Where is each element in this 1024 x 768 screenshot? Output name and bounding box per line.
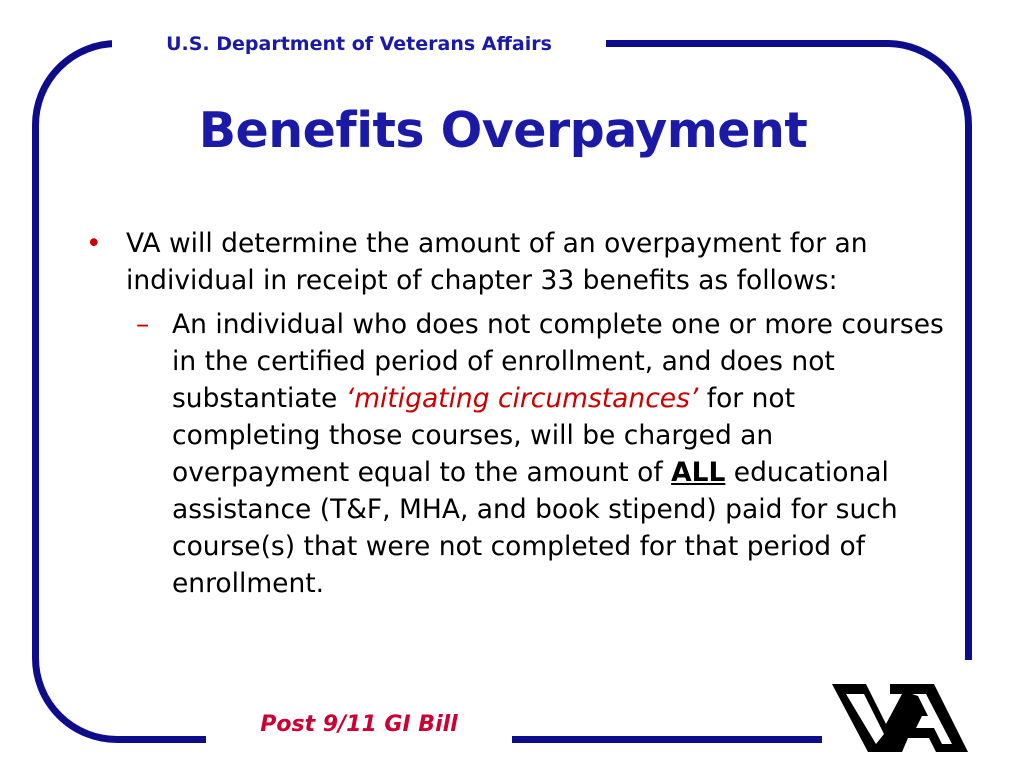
all-emphasis: ALL (671, 457, 726, 488)
slide-title: Benefits Overpayment (198, 102, 808, 159)
bullet-marker: • (86, 228, 102, 259)
bullet-level-1 (86, 225, 946, 299)
va-logo-icon (826, 664, 976, 764)
mitigating-circumstances-emphasis: ‘mitigating circumstances’ (345, 383, 699, 414)
slide-header: U.S. Department of Veterans Affairs (166, 33, 552, 55)
sub-bullet-text-part-c: educational assistance (T&F, MHA, and book stipend) paid for such course(s) that were not completed for that period of enrollment. (172, 457, 898, 599)
dash-marker: – (136, 309, 150, 340)
slide-footer: Post 9/11 GI Bill (260, 712, 458, 737)
sub-bullet-text-part-b: for not completing those courses, will be charged an overpayment equal to the amount of (172, 383, 796, 488)
bullet-level-2 (86, 306, 946, 602)
bullet-text: VA will determine the amount of an overpayment for an individual in receipt of chapter 33 benefits as follows: (126, 228, 868, 296)
sub-bullet-text-part-a: An individual who does not complete one or more courses in the certified period of enrollment, and does not substantiate (172, 309, 944, 414)
slide-content (86, 225, 946, 602)
